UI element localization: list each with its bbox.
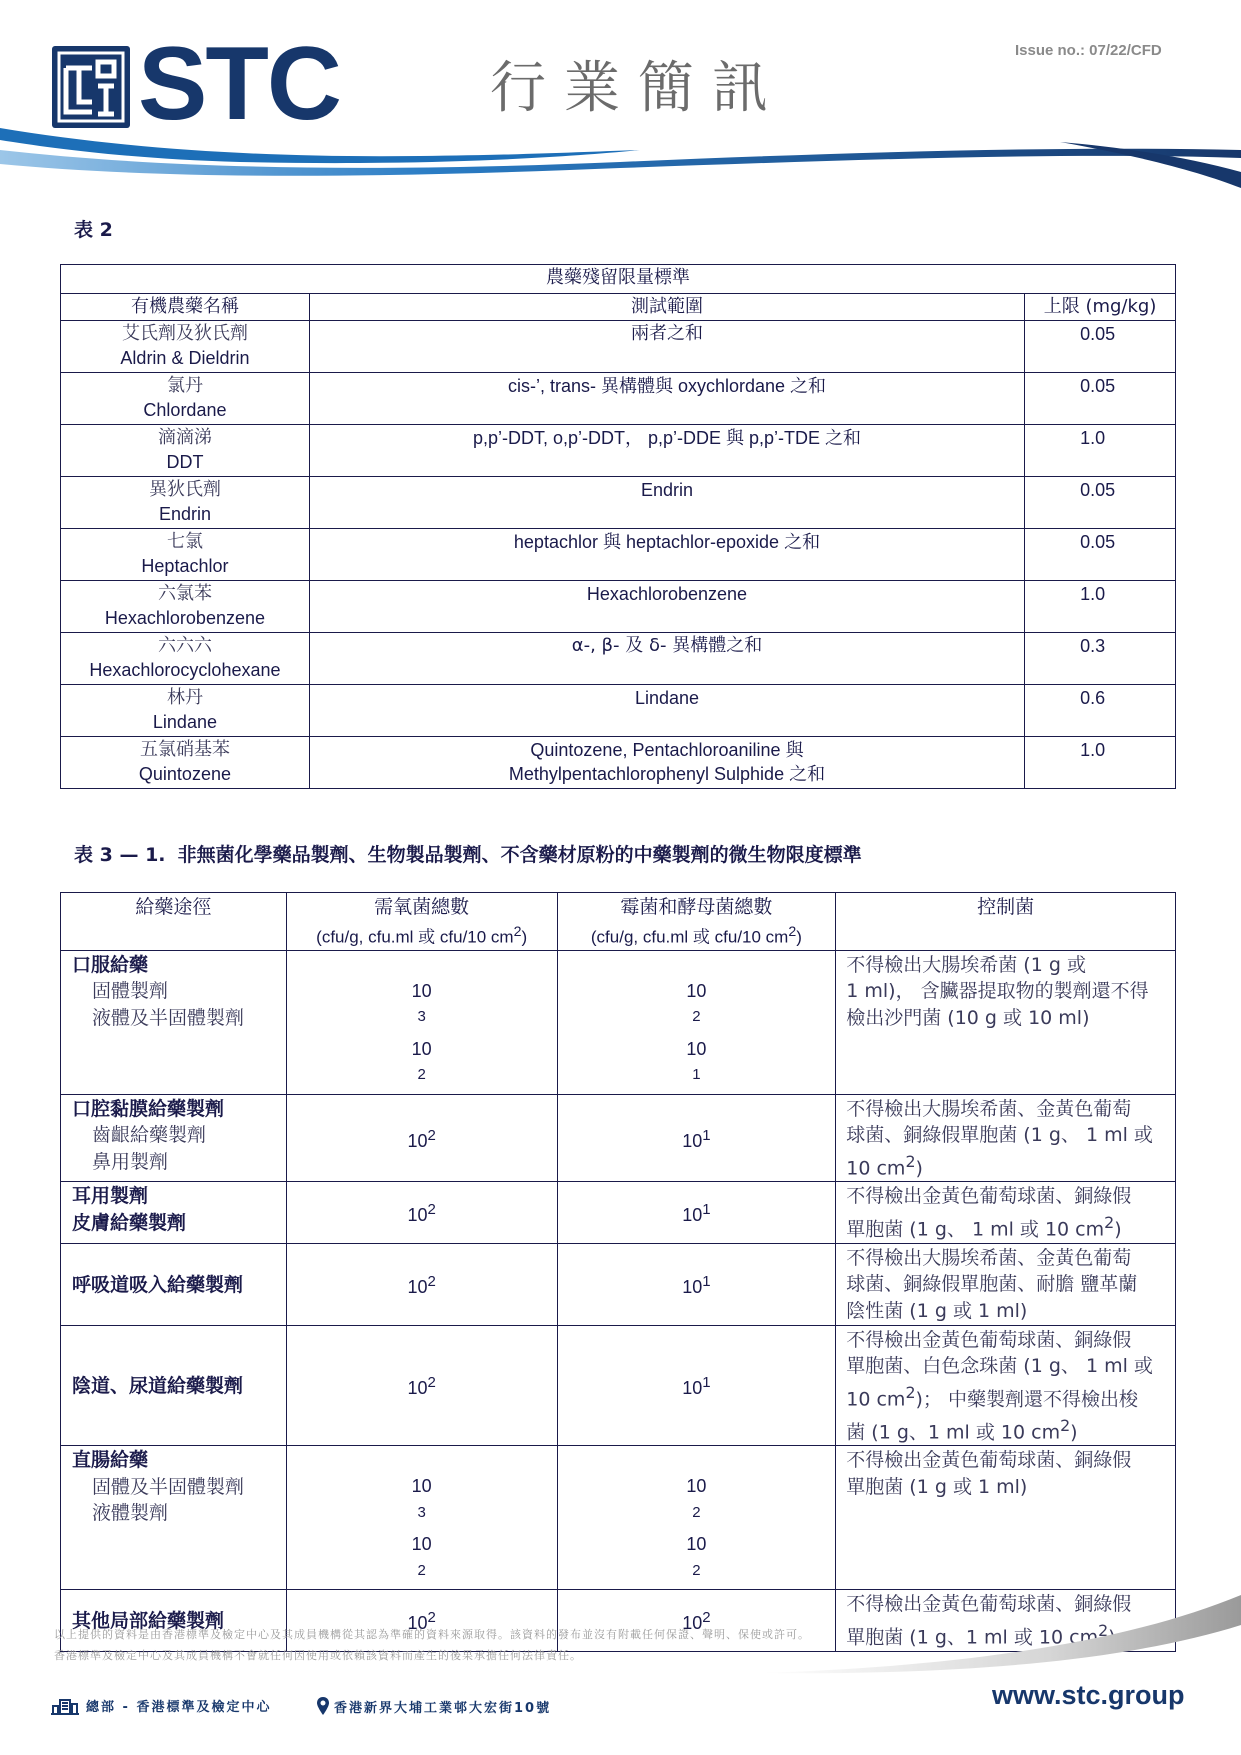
- limit-cell: 0.3: [1025, 633, 1176, 685]
- footer-address: [316, 1696, 551, 1716]
- table-row: [61, 373, 1176, 425]
- pesticide-name-cn: 艾氏劑及狄氏劑: [121, 323, 248, 344]
- scope-cell: α-, β- 及 δ- 異構體之和: [309, 633, 1024, 685]
- route-title: 耳用製劑: [72, 1185, 149, 1208]
- table-row: [61, 737, 1176, 789]
- location-pin-icon: [316, 1696, 330, 1716]
- table-row: [61, 321, 1176, 373]
- route-subitem: 固體製劑: [92, 980, 169, 1003]
- fungi-count-cell: $10^1$: [557, 1182, 836, 1243]
- aerobic-count-cell: $10^2$: [286, 1094, 557, 1182]
- column-header: 測試範圍: [309, 294, 1024, 321]
- table-row: [61, 581, 1176, 633]
- table-row: [61, 633, 1176, 685]
- limit-cell: 1.0: [1025, 425, 1176, 477]
- issue-number: Issue no.: 07/22/CFD: [1015, 42, 1162, 59]
- limit-cell: 0.05: [1025, 321, 1176, 373]
- column-header-label: 霉菌和酵母菌總數: [620, 896, 773, 918]
- control-bacteria-cell: 不得檢出金黃色葡萄球菌、銅綠假 單胞菌 (1 g、1 ml 或 10 $cm^2$: [836, 1590, 1176, 1651]
- scope-cell: heptachlor 與 heptachlor-epoxide 之和: [309, 529, 1024, 581]
- route-subitem: 固體及半固體製劑: [92, 1475, 245, 1498]
- pesticide-name-cn: 七氯: [166, 531, 203, 552]
- table-row: [61, 1325, 1176, 1446]
- table-row: [61, 1446, 1176, 1590]
- route-subitem: 齒齦給藥製劑: [92, 1124, 207, 1147]
- column-header-control: 控制菌: [836, 893, 1176, 951]
- table3-caption-text: 非無菌化學藥品製劑、生物製品製劑、不含藥材原粉的中藥製劑的微生物限度標準: [177, 844, 862, 866]
- pesticide-name-cn: 氯丹: [166, 375, 203, 396]
- table-row: [61, 1182, 1176, 1243]
- limit-cell: 1.0: [1025, 581, 1176, 633]
- page-title: 行業簡訊: [490, 56, 786, 121]
- route-cell: 陰道、尿道給藥製劑: [61, 1325, 287, 1446]
- pesticide-name-cn: 異狄氏劑: [148, 479, 221, 500]
- route-cell: 其他局部給藥製劑: [61, 1590, 287, 1651]
- route-title: 口腔黏膜給藥製劑: [72, 1097, 225, 1120]
- route-title: 口服給藥: [72, 953, 149, 976]
- scope-cell: [309, 737, 1024, 789]
- pesticide-name-cell: [61, 737, 310, 789]
- limit-cell: 0.05: [1025, 477, 1176, 529]
- control-bacteria-cell: 不得檢出金黃色葡萄球菌、銅綠假 單胞菌、白色念珠菌 (1 g、 1 ml 或 10 $cm^2$)； 中藥製劑還不得檢出梭 菌 (1 g、1 ml 或 10 $cm^2$): [836, 1325, 1176, 1446]
- fungi-count-cell: 10 $^2$ 10 $^2$: [557, 1446, 836, 1590]
- pesticide-name-en: Endrin: [158, 504, 211, 524]
- control-bacteria-cell: 不得檢出大腸埃希菌、金黃色葡萄 球菌、銅綠假單胞菌 (1 g、 1 ml 或 10 $cm^2$): [836, 1094, 1176, 1182]
- aerobic-count-cell: $10^2$: [286, 1590, 557, 1651]
- route-cell: [61, 1446, 287, 1590]
- table-title: 農藥殘留限量標準: [61, 265, 1176, 294]
- route-subitem: 液體及半固體製劑: [92, 1006, 245, 1029]
- column-header: 有機農藥名稱: [61, 294, 310, 321]
- scope-cell: Hexachlorobenzene: [309, 581, 1024, 633]
- limit-cell: 0.05: [1025, 529, 1176, 581]
- table-title-row: [61, 265, 1176, 294]
- disclaimer-line: 以上提供的資料是由香港標準及檢定中心及其成員機構從其認為準確的資料來源取得。該資料的發布並沒有附載任何保證、聲明、保使或許可。: [54, 1628, 810, 1641]
- table-row: [61, 685, 1176, 737]
- logo-wordmark: STC: [138, 26, 340, 142]
- scope-line: Methylpentachlorophenyl Sulphide 之和: [508, 764, 826, 784]
- route-subitem: 液體製劑: [92, 1502, 169, 1525]
- route-subitem: 鼻用製劑: [92, 1150, 169, 1173]
- fungi-count-cell: 10 $^2$ 10 $^1$: [557, 950, 836, 1094]
- pesticide-name-en: Hexachlorocyclohexane: [89, 660, 281, 680]
- scope-cell: Lindane: [309, 685, 1024, 737]
- table-row: [61, 1243, 1176, 1325]
- limit-cell: 0.05: [1025, 373, 1176, 425]
- table2-caption: 表 2: [74, 219, 113, 241]
- stc-logo-mark: [52, 46, 130, 128]
- building-icon: [50, 1697, 80, 1715]
- column-header-label: 需氧菌總數: [374, 896, 470, 918]
- pesticide-name-en: Lindane: [152, 712, 217, 732]
- pesticide-name-cn: 滴滴涕: [157, 427, 212, 448]
- scope-cell: cis-’, trans- 異構體與 oxychlordane 之和: [309, 373, 1024, 425]
- footer-headquarters: [50, 1696, 271, 1715]
- microbial-limit-table: [60, 892, 1176, 1652]
- pesticide-name-cell: [61, 425, 310, 477]
- website-link[interactable]: www.stc.group: [992, 1680, 1185, 1710]
- table-header-row: [61, 893, 1176, 951]
- column-header-route: 給藥途徑: [61, 893, 287, 951]
- pesticide-name-cell: [61, 633, 310, 685]
- control-bacteria-cell: 不得檢出金黃色葡萄球菌、銅綠假 單胞菌 (1 g 或 1 ml): [836, 1446, 1176, 1590]
- table-row: [61, 425, 1176, 477]
- fungi-count-cell: $10^1$: [557, 1094, 836, 1182]
- pesticide-residue-table: [60, 264, 1176, 789]
- pesticide-name-en: DDT: [166, 452, 204, 472]
- table3-caption-number: 表 3 — 1.: [74, 844, 166, 866]
- column-header-unit: (cfu/g, cfu.ml 或 cfu/10 $cm^2$): [590, 924, 802, 947]
- aerobic-count-cell: $10^2$: [286, 1243, 557, 1325]
- table-row: [61, 529, 1176, 581]
- pesticide-name-en: Chlordane: [143, 400, 227, 420]
- table-row: [61, 950, 1176, 1094]
- pesticide-name-en: Quintozene: [138, 764, 231, 784]
- pesticide-name-cell: [61, 321, 310, 373]
- table-header-row: [61, 294, 1176, 321]
- pesticide-name-cn: 林丹: [166, 687, 203, 708]
- limit-cell: 1.0: [1025, 737, 1176, 789]
- control-bacteria-cell: 不得檢出大腸埃希菌、金黃色葡萄 球菌、銅綠假單胞菌、耐膽 鹽革蘭 陰性菌 (1 g 或 1 ml): [836, 1243, 1176, 1325]
- route-cell: [61, 1182, 287, 1243]
- fungi-count-cell: $10^2$: [557, 1590, 836, 1651]
- scope-line: Quintozene, Pentachloroaniline 與: [530, 740, 804, 760]
- disclaimer-line: 香港標準及檢定中心及其成員機構不會就任何因使用或依賴該資料而產生的後果承擔任何法律責任。: [54, 1649, 582, 1662]
- pesticide-name-cn: 五氯硝基苯: [139, 739, 230, 760]
- pesticide-name-en: Heptachlor: [141, 556, 229, 576]
- route-title: 皮膚給藥製劑: [72, 1211, 187, 1234]
- pesticide-name-cell: [61, 685, 310, 737]
- pesticide-name-cn: 六氯苯: [157, 583, 212, 604]
- pesticide-name-cn: 六六六: [157, 635, 212, 656]
- pesticide-name-cell: [61, 529, 310, 581]
- aerobic-count-cell: $10^2$: [286, 1182, 557, 1243]
- control-bacteria-cell: 不得檢出金黃色葡萄球菌、銅綠假 單胞菌 (1 g、 1 ml 或 10 $cm^2$): [836, 1182, 1176, 1243]
- control-bacteria-cell: 不得檢出大腸埃希菌 (1 g 或 1 ml)， 含臟器提取物的製劑還不得 檢出沙門菌 (10 g 或 10 ml): [836, 950, 1176, 1094]
- limit-cell: 0.6: [1025, 685, 1176, 737]
- pesticide-name-en: Hexachlorobenzene: [104, 608, 266, 628]
- column-header: 上限 (mg/kg): [1025, 294, 1176, 321]
- aerobic-count-cell: 10 $^3$ 10 $^2$: [286, 950, 557, 1094]
- column-header-aerobic: [286, 893, 557, 951]
- column-header-fungi: [557, 893, 836, 951]
- pesticide-name-cell: [61, 581, 310, 633]
- pesticide-name-cell: [61, 477, 310, 529]
- route-cell: [61, 1094, 287, 1182]
- pesticide-name-en: Aldrin & Dieldrin: [120, 348, 250, 368]
- route-title: 直腸給藥: [72, 1449, 149, 1472]
- fungi-count-cell: $10^1$: [557, 1325, 836, 1446]
- footer-hq-text: 總部 - 香港標準及檢定中心: [86, 1700, 272, 1715]
- table-row: [61, 1094, 1176, 1182]
- aerobic-count-cell: 10 $^3$ 10 $^2$: [286, 1446, 557, 1590]
- table3-caption: [74, 840, 862, 867]
- aerobic-count-cell: $10^2$: [286, 1325, 557, 1446]
- scope-cell: p,p’-DDT, o,p’-DDT， p,p’-DDE 與 p,p’-TDE 之和: [309, 425, 1024, 477]
- scope-cell: 兩者之和: [309, 321, 1024, 373]
- scope-cell: Endrin: [309, 477, 1024, 529]
- fungi-count-cell: $10^1$: [557, 1243, 836, 1325]
- route-cell: 呼吸道吸入給藥製劑: [61, 1243, 287, 1325]
- route-cell: [61, 950, 287, 1094]
- column-header-unit: (cfu/g, cfu.ml 或 cfu/10 $cm^2$): [316, 924, 528, 947]
- pesticide-name-cell: [61, 373, 310, 425]
- footer-address-text: 香港新界大埔工業邨大宏街10號: [334, 1700, 552, 1716]
- table-row: [61, 477, 1176, 529]
- disclaimer: [54, 1624, 810, 1666]
- header-swoosh: [0, 128, 1241, 194]
